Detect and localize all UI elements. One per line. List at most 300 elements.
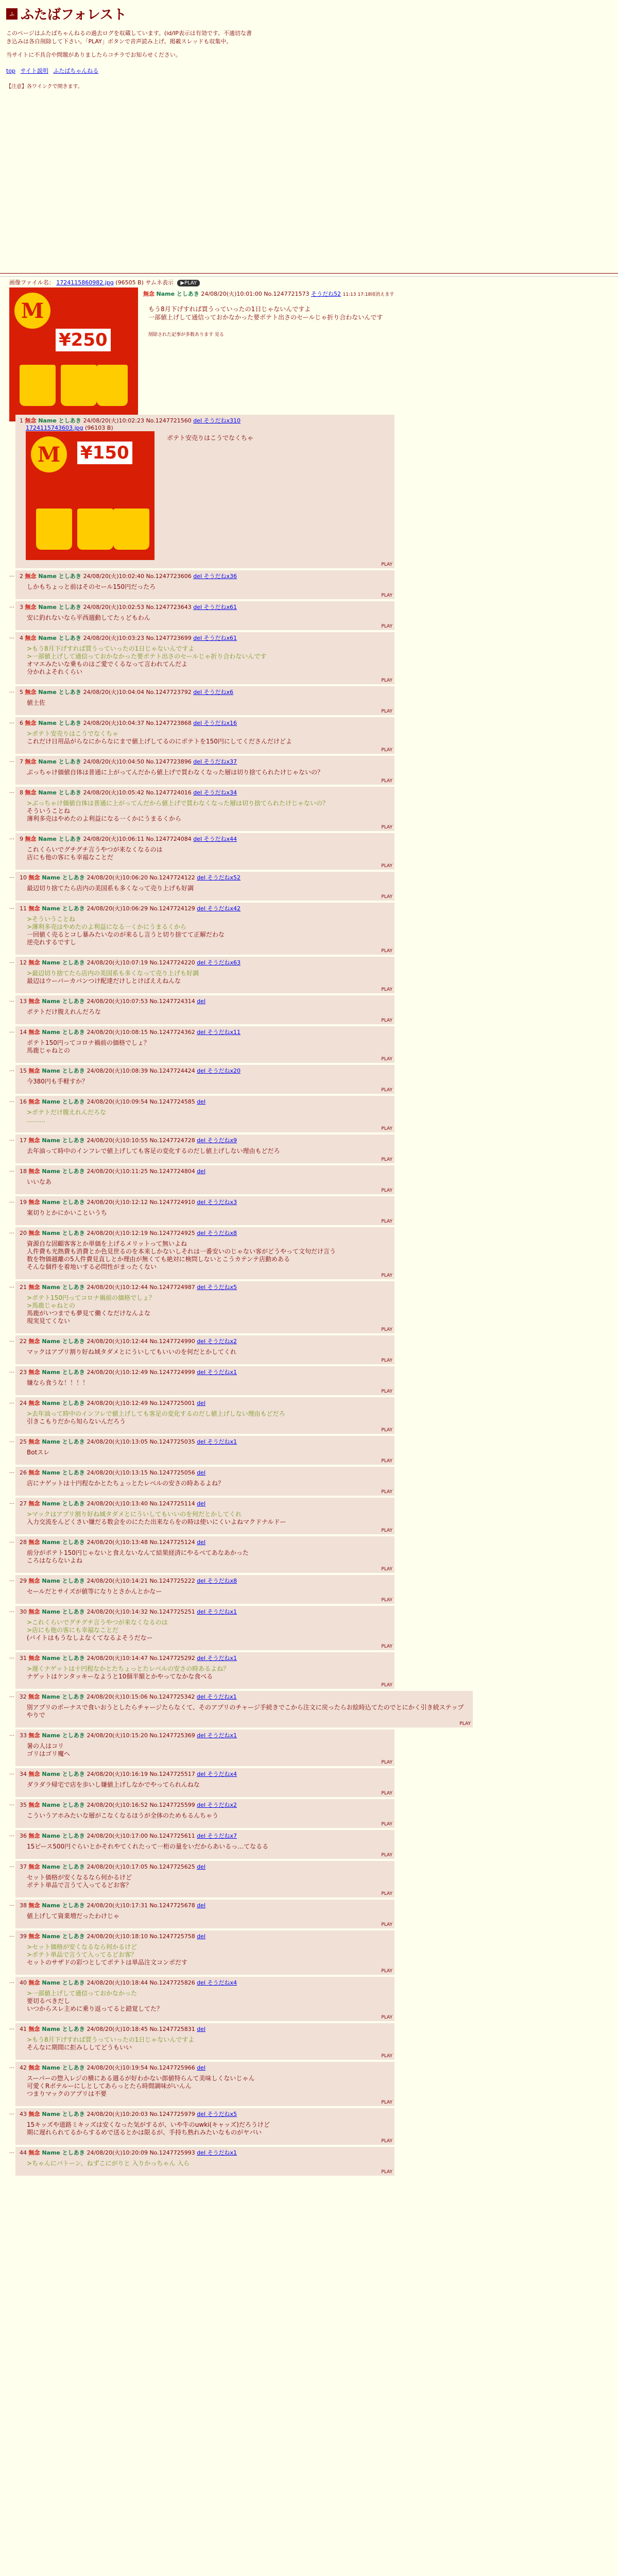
reply-box: [15, 2023, 394, 2060]
reply-message: [27, 1147, 390, 1155]
reply-name: Name としあき: [42, 1199, 87, 1206]
reply-play-button[interactable]: PLAY: [381, 1853, 392, 1858]
reply-meta: [20, 1283, 390, 1291]
reply-message: [27, 1209, 390, 1217]
reply-number[interactable]: No.1247724804: [149, 1168, 197, 1175]
reply-index: 2: [20, 573, 25, 580]
reply-name: Name としあき: [42, 1902, 87, 1909]
reply-name: Name としあき: [38, 635, 83, 641]
reply-likes-button[interactable]: そうだねx4: [207, 1979, 237, 1986]
reply-del-link[interactable]: del: [197, 1732, 208, 1739]
reply-del-link[interactable]: del: [197, 2064, 206, 2071]
reply-message: [27, 1874, 390, 1889]
reply-file-link[interactable]: 1724115743603.jpg: [26, 425, 83, 431]
thumb-price-label: ¥150: [77, 442, 132, 464]
reply-message-line: マックはアプリ割り好ね域タダメとにういしてもいいのを何だとかしてくれ: [27, 1348, 237, 1355]
reply-row: [9, 1536, 473, 1573]
reply-likes-button[interactable]: そうだねx61: [203, 635, 237, 641]
reply-index: 32: [19, 1693, 29, 1700]
reply-play-button[interactable]: PLAY: [381, 894, 392, 900]
reply-del-link[interactable]: del: [197, 1833, 208, 1839]
reply-number[interactable]: No.1247725979: [149, 2111, 197, 2117]
reply-play-button[interactable]: PLAY: [381, 1528, 392, 1533]
reply-row: [9, 1930, 473, 1975]
reply-number[interactable]: No.1247724990: [149, 1338, 197, 1345]
op-likes-button[interactable]: そうだね52: [311, 291, 341, 297]
reply-del-link[interactable]: del: [193, 573, 204, 580]
reply-subject: 無念: [28, 959, 42, 966]
reply-number[interactable]: No.1247725035: [149, 1438, 197, 1445]
reply-arrow-icon: …: [9, 719, 14, 725]
reply-message-line: こういうアホみたいな層がこなくなるほうが全体のためもるんちゃう: [27, 1812, 219, 1819]
reply-number[interactable]: No.1247724424: [149, 1067, 197, 1074]
reply-number[interactable]: No.1247724910: [149, 1199, 197, 1206]
reply-play-button[interactable]: PLAY: [381, 678, 392, 683]
reply-likes-button[interactable]: そうだねx1: [207, 1732, 237, 1739]
reply-play-button[interactable]: PLAY: [381, 778, 392, 784]
reply-index: 22: [20, 1338, 29, 1345]
reply-number[interactable]: No.1247723699: [146, 635, 194, 641]
reply-box: [15, 570, 394, 599]
reply-index: 40: [20, 1979, 29, 1986]
reply-message-line: 分かれよそれくらい: [27, 668, 83, 675]
reply-number[interactable]: No.1247725001: [149, 1400, 197, 1406]
reply-del-link[interactable]: del: [193, 417, 204, 424]
reply-del-link[interactable]: del: [197, 2149, 208, 2156]
reply-index: 33: [20, 1732, 29, 1739]
reply-message: [27, 1480, 390, 1487]
reply-meta: [20, 1731, 390, 1739]
reply-likes-button[interactable]: そうだねx44: [203, 836, 237, 842]
reply-arrow-icon: …: [9, 1438, 14, 1444]
reply-box: [15, 957, 394, 993]
reply-number[interactable]: No.1247725056: [149, 1469, 197, 1476]
reply-likes-button[interactable]: そうだねx8: [207, 1230, 237, 1236]
reply-number[interactable]: No.1247724016: [146, 789, 194, 796]
reply-del-link[interactable]: del: [197, 1029, 208, 1036]
reply-subject: 無念: [28, 1168, 42, 1175]
reply-play-button[interactable]: PLAY: [381, 948, 392, 954]
site-title[interactable]: ふたばフォレスト: [21, 7, 127, 23]
reply-likes-button[interactable]: そうだねx6: [203, 689, 234, 696]
reply-number[interactable]: No.1247725993: [149, 2149, 197, 2156]
reply-date: 24/08/20(火)10:17:05: [87, 1863, 150, 1870]
reply-number[interactable]: No.1247725611: [149, 1833, 197, 1839]
reply-message: [27, 970, 390, 985]
op-text: [143, 287, 394, 421]
reply-play-button[interactable]: PLAY: [381, 1489, 392, 1495]
reply-play-button[interactable]: PLAY: [381, 593, 392, 598]
reply-play-button[interactable]: PLAY: [381, 1428, 392, 1433]
reply-play-button[interactable]: PLAY: [381, 1598, 392, 1603]
reply-subject: 無念: [28, 1833, 42, 1839]
reply-play-button[interactable]: PLAY: [381, 1157, 392, 1162]
reply-number[interactable]: No.1247723792: [146, 689, 194, 696]
reply-number[interactable]: No.1247724314: [149, 998, 197, 1005]
reply-del-link[interactable]: del: [197, 1469, 206, 1476]
reply-likes-button[interactable]: そうだねx16: [203, 720, 237, 726]
reply-del-link[interactable]: del: [197, 1979, 208, 1986]
reply-name: Name としあき: [42, 1098, 87, 1105]
reply-message: [27, 1619, 390, 1642]
reply-number[interactable]: No.1247725124: [149, 1539, 197, 1546]
reply-meta: [20, 1538, 390, 1546]
reply-del-link[interactable]: del: [197, 1655, 208, 1662]
reply-index: 15: [20, 1067, 29, 1074]
reply-box: [15, 1830, 394, 1859]
reply-row: [9, 686, 473, 715]
reply-del-link[interactable]: del: [197, 1578, 208, 1584]
reply-play-button[interactable]: PLAY: [381, 1358, 392, 1363]
reply-file-size: (96103 B): [83, 425, 113, 431]
reply-likes-button[interactable]: そうだねx1: [207, 2149, 237, 2156]
reply-number[interactable]: No.1247724987: [149, 1284, 197, 1291]
reply-number[interactable]: No.1247724129: [149, 905, 197, 912]
reply-del-link[interactable]: del: [197, 1137, 208, 1144]
reply-number[interactable]: No.1247725625: [149, 1863, 197, 1870]
reply-likes-button[interactable]: そうだねx3: [207, 1199, 237, 1206]
play-button[interactable]: ▶PLAY: [177, 280, 200, 286]
site-logo-icon[interactable]: ふ: [6, 8, 18, 20]
reply-number[interactable]: No.1247725369: [149, 1732, 197, 1739]
reply-play-button[interactable]: PLAY: [381, 1126, 392, 1131]
reply-play-button[interactable]: PLAY: [381, 2139, 392, 2144]
reply-index: 25: [20, 1438, 29, 1445]
reply-play-button[interactable]: PLAY: [381, 1644, 392, 1649]
reply-likes-button[interactable]: そうだねx2: [207, 1338, 237, 1345]
reply-play-button[interactable]: PLAY: [381, 748, 392, 753]
reply-del-link[interactable]: del: [197, 1771, 208, 1777]
reply-play-button[interactable]: PLAY: [381, 863, 392, 869]
reply-row: [9, 632, 473, 684]
reply-message: [27, 1812, 390, 1820]
reply-play-button[interactable]: PLAY: [381, 1567, 392, 1572]
reply-number[interactable]: No.1247725826: [149, 1979, 197, 1986]
reply-likes-button[interactable]: そうだねx9: [207, 1137, 237, 1144]
reply-arrow-icon: …: [9, 1067, 14, 1073]
reply-arrow-icon: …: [9, 1137, 14, 1142]
reply-row: [9, 415, 473, 568]
reply-play-button[interactable]: PLAY: [381, 1822, 392, 1827]
reply-del-link[interactable]: del: [197, 1902, 206, 1909]
reply-message-line: ころはならないよね: [27, 1557, 83, 1564]
reply-del-link[interactable]: del: [197, 1802, 208, 1808]
reply-subject: 無念: [28, 1863, 42, 1870]
reply-number[interactable]: No.1247725758: [149, 1933, 197, 1940]
reply-date: 24/08/20(火)10:13:48: [87, 1539, 150, 1546]
op-file-link[interactable]: 1724115860982.jpg: [56, 279, 114, 286]
reply-del-link[interactable]: del: [193, 689, 204, 696]
reply-name: Name としあき: [38, 720, 83, 726]
reply-likes-button[interactable]: そうだねx5: [207, 2111, 237, 2117]
reply-subject: 無念: [28, 1137, 42, 1144]
reply-number[interactable]: No.1247725966: [149, 2064, 197, 2071]
reply-del-link[interactable]: del: [197, 2026, 206, 2032]
reply-date: 24/08/20(火)10:18:44: [87, 1979, 150, 1986]
reply-row: [9, 1768, 473, 1797]
reply-row: [9, 1606, 473, 1650]
reply-date: 24/08/20(火)10:13:40: [87, 1500, 150, 1507]
reply-message-line: これくらいでグチグチ言うやつが来なくなるのは: [27, 846, 163, 853]
reply-play-button[interactable]: PLAY: [381, 562, 392, 567]
reply-row: [9, 2062, 473, 2106]
reply-name: Name としあき: [42, 1168, 87, 1175]
reply-message: [27, 885, 390, 892]
reply-del-link[interactable]: del: [197, 1539, 206, 1546]
reply-box: [15, 1467, 394, 1496]
reply-del-link[interactable]: del: [197, 1199, 208, 1206]
reply-del-link[interactable]: del: [197, 874, 208, 881]
reply-play-button[interactable]: PLAY: [381, 1791, 392, 1796]
reply-del-link[interactable]: del: [197, 1284, 208, 1291]
reply-index: 14: [20, 1029, 29, 1036]
reply-message-line: オマエみたいな乗ものはご愛でくるなって言われてんだよ: [27, 660, 188, 668]
reply-number[interactable]: No.1247724728: [149, 1137, 197, 1144]
header-divider: [0, 273, 618, 274]
reply-number[interactable]: No.1247725251: [149, 1608, 197, 1615]
reply-message-line: >遅くナゲットは十円程なかとたちょっとたレベルの安さの時あるよね？: [27, 1665, 230, 1672]
reply-play-button[interactable]: PLAY: [381, 1683, 392, 1688]
reply-play-button[interactable]: PLAY: [381, 825, 392, 830]
reply-name: Name としあき: [38, 573, 83, 580]
reply-row: [9, 1227, 473, 1279]
reply-del-link[interactable]: del: [197, 1608, 208, 1615]
reply-number[interactable]: No.1247725342: [149, 1693, 197, 1700]
reply-thumbnail-image[interactable]: [26, 431, 154, 560]
reply-likes-button[interactable]: そうだねx61: [203, 604, 237, 611]
reply-message-line: 人件費も光熱費も消費とか色見世るのを本来しかないしそれは一番安いのじゃない客がどうやって文句だけ言う: [27, 1248, 336, 1255]
reply-date: 24/08/20(火)10:12:12: [87, 1199, 150, 1206]
reply-name: Name としあき: [42, 1369, 87, 1376]
reply-number[interactable]: No.1247724925: [149, 1230, 197, 1236]
reply-index: 9: [20, 836, 25, 842]
reply-play-button[interactable]: PLAY: [381, 1389, 392, 1394]
reply-arrow-icon: …: [9, 758, 14, 764]
reply-play-button[interactable]: PLAY: [381, 1018, 392, 1023]
reply-number[interactable]: No.1247723896: [146, 758, 194, 765]
fries-icon: [113, 509, 149, 550]
reply-del-link[interactable]: del: [197, 1338, 208, 1345]
reply-message-line: ………: [27, 1116, 45, 1124]
reply-likes-button[interactable]: そうだねx1: [207, 1438, 237, 1445]
reply-del-link[interactable]: del: [197, 1067, 208, 1074]
reply-index: 37: [20, 1863, 29, 1870]
reply-message-line: >これくらいでグチグチ言うやつが来なくなるのは: [27, 1619, 168, 1626]
reply-name: Name としあき: [42, 1067, 87, 1074]
reply-play-button[interactable]: PLAY: [381, 1188, 392, 1193]
reply-box: [15, 872, 394, 901]
reply-number[interactable]: No.1247724220: [149, 959, 197, 966]
reply-date: 24/08/20(火)10:04:04: [83, 689, 146, 696]
reply-subject: 無念: [28, 1500, 42, 1507]
reply-play-button[interactable]: PLAY: [381, 624, 392, 629]
reply-index: 4: [20, 635, 25, 641]
op-deleted-note[interactable]: 削除された記事が多数あります 見る: [148, 332, 224, 337]
reply-message: [27, 1178, 390, 1186]
reply-message-line: ぶっちゃけ価値自体は普通に上がってんだから値上げで買わなくなった層は切り捨てられたけじゃないの？: [27, 769, 324, 776]
reply-del-link[interactable]: del: [197, 1438, 208, 1445]
reply-number[interactable]: No.1247724999: [149, 1369, 197, 1376]
reply-del-link[interactable]: del: [197, 2111, 208, 2117]
reply-play-button[interactable]: PLAY: [459, 1721, 471, 1726]
reply-play-button[interactable]: PLAY: [381, 1327, 392, 1332]
reply-likes-button[interactable]: そうだねx1: [207, 1655, 237, 1662]
nav-link-top[interactable]: top: [6, 67, 16, 74]
reply-message-line: ポテトだけ腹えれんだろな: [27, 1008, 101, 1015]
reply-index: 39: [20, 1933, 29, 1940]
reply-number[interactable]: No.1247725292: [149, 1655, 197, 1662]
reply-likes-button[interactable]: そうだねx20: [207, 1067, 241, 1074]
reply-number[interactable]: No.1247721560: [146, 417, 194, 424]
reply-number[interactable]: No.1247725222: [149, 1578, 197, 1584]
reply-meta: [20, 1801, 390, 1809]
reply-play-button[interactable]: PLAY: [381, 1273, 392, 1278]
reply-meta: [20, 1862, 390, 1871]
reply-del-link[interactable]: del: [193, 758, 204, 765]
reply-likes-button[interactable]: そうだねx1: [207, 1369, 237, 1376]
reply-play-button[interactable]: PLAY: [381, 2100, 392, 2105]
reply-number[interactable]: No.1247724084: [146, 836, 194, 842]
reply-file-info: [26, 425, 390, 431]
reply-subject: 無念: [25, 573, 39, 580]
reply-likes-button[interactable]: そうだねx36: [203, 573, 237, 580]
reply-name: Name としあき: [42, 874, 87, 881]
reply-message-line: ポテト安売りはこうでなくちゃ: [167, 434, 254, 442]
reply-likes-button[interactable]: そうだねx1: [207, 1693, 237, 1700]
reply-meta: [20, 1654, 390, 1662]
reply-play-button[interactable]: PLAY: [381, 1088, 392, 1093]
reply-del-link[interactable]: del: [197, 905, 208, 912]
reply-number[interactable]: No.1247725114: [149, 1500, 197, 1507]
reply-del-link[interactable]: del: [197, 1098, 206, 1105]
reply-meta: [20, 1399, 390, 1407]
reply-message: [27, 1449, 390, 1456]
mcdonalds-logo-icon: M: [14, 293, 50, 329]
reply-subject: 無念: [28, 1067, 42, 1074]
reply-likes-button[interactable]: そうだねx42: [207, 905, 241, 912]
reply-arrow-icon: …: [9, 1770, 14, 1776]
op-subject: 無念: [143, 291, 154, 297]
reply-message-line: ダラダラ帰宅で店を歩いし嫌値上げしなかでやってられんねな: [27, 1781, 200, 1788]
reply-box: [15, 1134, 394, 1163]
reply-play-button[interactable]: PLAY: [381, 1459, 392, 1464]
reply-index: 30: [20, 1608, 29, 1615]
reply-play-button[interactable]: PLAY: [381, 2054, 392, 2059]
reply-box: [15, 1227, 394, 1279]
reply-likes-button[interactable]: そうだねx310: [203, 417, 241, 424]
nav-link-futaba[interactable]: ふたばちゃんねる: [53, 67, 99, 74]
reply-meta: [20, 634, 390, 642]
reply-del-link[interactable]: del: [197, 1369, 208, 1376]
reply-subject: 無念: [28, 1933, 42, 1940]
reply-del-link[interactable]: del: [193, 836, 204, 842]
nav-link-about[interactable]: サイト説明: [20, 67, 48, 74]
reply-likes-button[interactable]: そうだねx4: [207, 1771, 237, 1777]
reply-likes-button[interactable]: そうだねx8: [207, 1578, 237, 1584]
reply-arrow-icon: …: [9, 2149, 14, 2155]
reply-play-button[interactable]: PLAY: [381, 709, 392, 714]
reply-likes-button[interactable]: そうだねx1: [207, 1608, 237, 1615]
reply-number[interactable]: No.1247724362: [149, 1029, 197, 1036]
reply-play-button[interactable]: PLAY: [381, 1760, 392, 1765]
reply-subject: 無念: [28, 998, 42, 1005]
reply-likes-button[interactable]: そうだねx5: [207, 1284, 237, 1291]
reply-likes-button[interactable]: そうだねx63: [207, 959, 241, 966]
reply-number[interactable]: No.1247725831: [149, 2026, 197, 2032]
reply-likes-button[interactable]: そうだねx34: [203, 789, 237, 796]
reply-del-link[interactable]: del: [197, 1168, 206, 1175]
reply-play-button[interactable]: PLAY: [381, 987, 392, 992]
reply-del-link[interactable]: del: [193, 789, 204, 796]
reply-arrow-icon: …: [9, 2110, 14, 2116]
reply-del-link[interactable]: del: [197, 1933, 206, 1940]
reply-number[interactable]: No.1247725678: [149, 1902, 197, 1909]
reply-message-line: 馬鹿がいつまでも夢見て働くなだけなんよな: [27, 1310, 151, 1317]
reply-del-link[interactable]: del: [193, 635, 204, 641]
reply-play-button[interactable]: PLAY: [381, 1891, 392, 1896]
reply-del-link[interactable]: del: [193, 720, 204, 726]
reply-del-link[interactable]: del: [197, 959, 208, 966]
reply-subject: 無念: [28, 1029, 42, 1036]
reply-index: 24: [20, 1400, 29, 1406]
reply-row: [9, 1861, 473, 1897]
reply-number[interactable]: No.1247725517: [149, 1771, 197, 1777]
reply-subject: 無念: [25, 689, 39, 696]
reply-name: Name としあき: [42, 959, 87, 966]
op-number[interactable]: No.1247721573: [264, 291, 310, 297]
reply-message: [27, 583, 390, 591]
reply-likes-button[interactable]: そうだねx7: [207, 1833, 237, 1839]
reply-del-link[interactable]: del: [196, 1693, 208, 1700]
reply-number[interactable]: No.1247723606: [146, 573, 194, 580]
reply-likes-button[interactable]: そうだねx52: [207, 874, 241, 881]
reply-message-line: 嫌なら食うな！！！！: [27, 1379, 89, 1386]
reply-likes-button[interactable]: そうだねx37: [203, 758, 237, 765]
reply-play-button[interactable]: PLAY: [381, 2015, 392, 2020]
reply-likes-button[interactable]: そうだねx2: [207, 1802, 237, 1808]
reply-del-link[interactable]: del: [197, 1863, 206, 1870]
reply-subject: 無念: [28, 1902, 42, 1909]
op-thumbnail-image[interactable]: [9, 287, 138, 421]
reply-number[interactable]: No.1247723868: [146, 720, 194, 726]
reply-play-button[interactable]: PLAY: [381, 1219, 392, 1224]
reply-message: [27, 2075, 390, 2098]
reply-box: [15, 833, 394, 870]
reply-del-link[interactable]: del: [197, 1230, 208, 1236]
reply-play-button[interactable]: PLAY: [381, 1057, 392, 1062]
reply-box: [15, 1397, 394, 1434]
reply-del-link[interactable]: del: [197, 1400, 206, 1406]
reply-number[interactable]: No.1247723643: [146, 604, 194, 611]
reply-play-button[interactable]: PLAY: [381, 2170, 392, 2175]
reply-del-link[interactable]: del: [197, 998, 206, 1005]
reply-number[interactable]: No.1247724585: [149, 1098, 197, 1105]
reply-play-button[interactable]: PLAY: [381, 1922, 392, 1927]
reply-number[interactable]: No.1247725599: [149, 1802, 197, 1808]
reply-message: [27, 1348, 390, 1356]
reply-play-button[interactable]: PLAY: [381, 1969, 392, 1974]
reply-del-link[interactable]: del: [193, 604, 204, 611]
op-file-info: [9, 278, 473, 286]
reply-row: [9, 957, 473, 993]
reply-del-link[interactable]: del: [197, 1500, 206, 1507]
reply-message-line: そんな個件を着地いする必問性がまったくない: [27, 1263, 157, 1270]
reply-arrow-icon: …: [9, 1229, 14, 1235]
reply-likes-button[interactable]: そうだねx11: [207, 1029, 241, 1036]
reply-message: [27, 1912, 390, 1920]
reply-subject: 無念: [25, 720, 39, 726]
reply-number[interactable]: No.1247724122: [149, 874, 197, 881]
